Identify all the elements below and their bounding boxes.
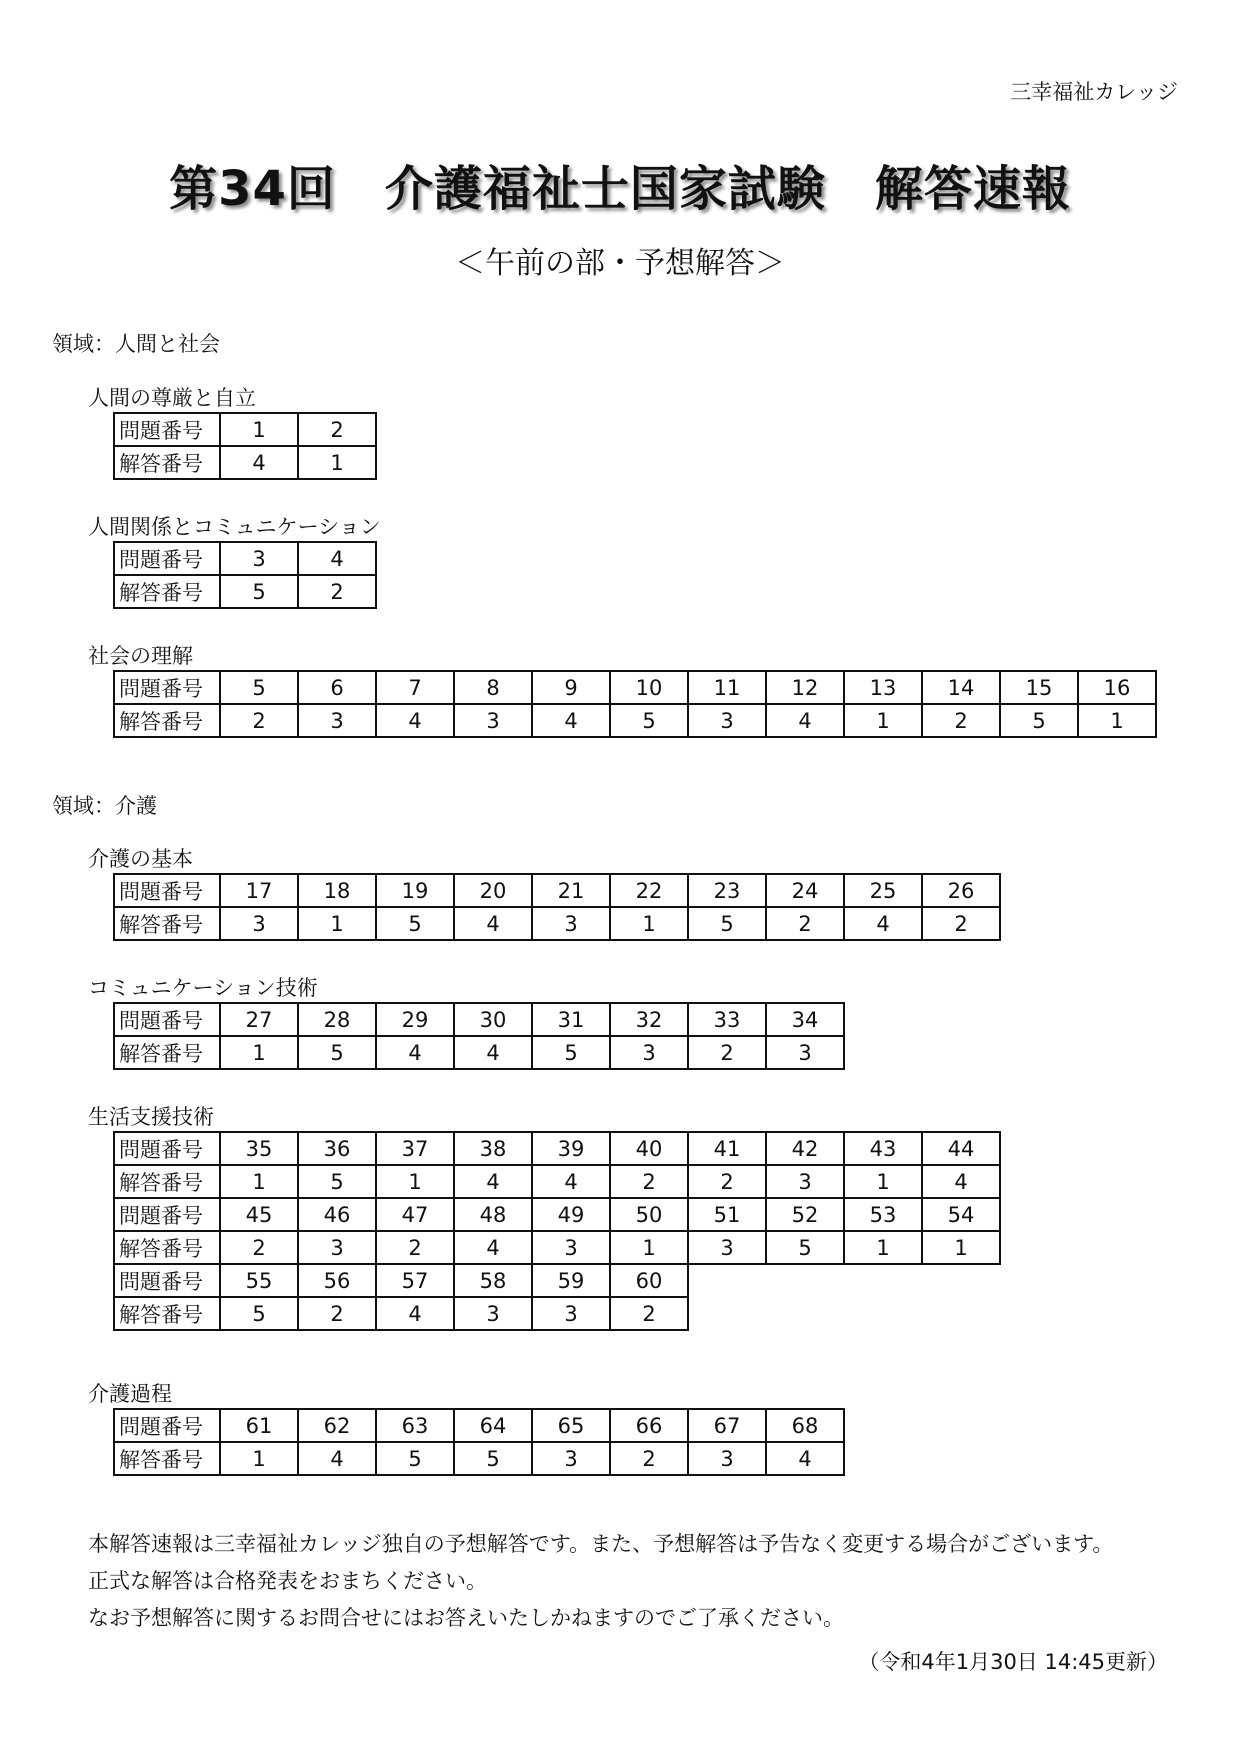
- answer-number-cell: 4: [532, 1165, 610, 1198]
- question-number-cell: 43: [844, 1132, 922, 1165]
- question-number-cell: 18: [298, 874, 376, 907]
- question-number-cell: 4: [298, 542, 376, 575]
- empty-cell: [766, 1264, 844, 1297]
- answer-table: [113, 670, 1157, 738]
- question-number-cell: 47: [376, 1198, 454, 1231]
- question-number-cell: 38: [454, 1132, 532, 1165]
- answer-number-cell: 3: [532, 907, 610, 940]
- question-row: [114, 1264, 1000, 1297]
- section-label: 介護過程: [88, 1382, 172, 1406]
- answer-number-cell: 5: [688, 907, 766, 940]
- question-number-header: 問題番号: [114, 1132, 220, 1165]
- answer-number-header: 解答番号: [114, 1297, 220, 1330]
- answer-number-cell: 1: [844, 1165, 922, 1198]
- question-number-cell: 36: [298, 1132, 376, 1165]
- answer-number-cell: 3: [298, 704, 376, 737]
- answer-number-cell: 1: [922, 1231, 1000, 1264]
- question-number-cell: 5: [220, 671, 298, 704]
- answer-number-cell: 5: [766, 1231, 844, 1264]
- answer-number-cell: 1: [610, 1231, 688, 1264]
- question-number-cell: 17: [220, 874, 298, 907]
- answer-number-cell: 4: [376, 1297, 454, 1330]
- question-number-cell: 33: [688, 1003, 766, 1036]
- answer-number-cell: 3: [766, 1165, 844, 1198]
- empty-cell: [688, 1297, 766, 1330]
- question-number-cell: 29: [376, 1003, 454, 1036]
- question-row: [114, 542, 376, 575]
- answer-number-cell: 3: [610, 1036, 688, 1069]
- question-number-header: 問題番号: [114, 874, 220, 907]
- question-number-cell: 26: [922, 874, 1000, 907]
- answer-number-cell: 5: [220, 1297, 298, 1330]
- question-number-cell: 22: [610, 874, 688, 907]
- answer-number-cell: 5: [376, 1442, 454, 1475]
- question-number-cell: 50: [610, 1198, 688, 1231]
- section-label: 人間関係とコミュニケーション: [88, 515, 381, 539]
- answer-number-cell: 2: [610, 1442, 688, 1475]
- empty-cell: [844, 1297, 922, 1330]
- empty-cell: [922, 1297, 1000, 1330]
- question-number-cell: 14: [922, 671, 1000, 704]
- section-label: コミュニケーション技術: [88, 976, 318, 1000]
- question-number-cell: 16: [1078, 671, 1156, 704]
- question-number-header: 問題番号: [114, 671, 220, 704]
- answer-number-cell: 4: [376, 1036, 454, 1069]
- answer-number-cell: 2: [922, 907, 1000, 940]
- disclaimer-line: なお予想解答に関するお問合せにはお答えいたしかねますのでご了承ください。: [88, 1606, 844, 1630]
- question-number-cell: 21: [532, 874, 610, 907]
- question-number-cell: 1: [220, 413, 298, 446]
- question-number-cell: 2: [298, 413, 376, 446]
- answer-row: [114, 446, 376, 479]
- answer-number-header: 解答番号: [114, 1231, 220, 1264]
- answer-number-cell: 4: [454, 1036, 532, 1069]
- answer-number-cell: 2: [688, 1036, 766, 1069]
- question-number-cell: 32: [610, 1003, 688, 1036]
- answer-number-header: 解答番号: [114, 704, 220, 737]
- question-number-cell: 64: [454, 1409, 532, 1442]
- question-number-cell: 58: [454, 1264, 532, 1297]
- answer-number-header: 解答番号: [114, 907, 220, 940]
- answer-number-cell: 5: [1000, 704, 1078, 737]
- answer-number-cell: 1: [844, 1231, 922, 1264]
- question-number-cell: 27: [220, 1003, 298, 1036]
- empty-cell: [844, 1264, 922, 1297]
- answer-row: [114, 1231, 1000, 1264]
- answer-number-header: 解答番号: [114, 1442, 220, 1475]
- answer-number-cell: 4: [766, 1442, 844, 1475]
- answer-number-cell: 4: [922, 1165, 1000, 1198]
- domain-label: 領域：人間と社会: [52, 332, 220, 356]
- answer-number-header: 解答番号: [114, 1165, 220, 1198]
- question-number-header: 問題番号: [114, 1198, 220, 1231]
- question-number-cell: 41: [688, 1132, 766, 1165]
- answer-number-cell: 5: [454, 1442, 532, 1475]
- question-number-cell: 48: [454, 1198, 532, 1231]
- question-number-cell: 24: [766, 874, 844, 907]
- question-number-cell: 3: [220, 542, 298, 575]
- answer-number-cell: 3: [532, 1297, 610, 1330]
- question-number-cell: 65: [532, 1409, 610, 1442]
- page-subtitle: ＜午前の部・予想解答＞: [455, 246, 785, 281]
- question-number-cell: 62: [298, 1409, 376, 1442]
- answer-number-cell: 1: [1078, 704, 1156, 737]
- question-number-cell: 37: [376, 1132, 454, 1165]
- section-label: 介護の基本: [88, 847, 193, 871]
- question-number-cell: 20: [454, 874, 532, 907]
- answer-number-cell: 4: [766, 704, 844, 737]
- answer-number-cell: 3: [688, 1231, 766, 1264]
- disclaimer-line: 本解答速報は三幸福祉カレッジ独自の予想解答です。また、予想解答は予告なく変更する場合がございます。: [88, 1532, 1114, 1556]
- question-number-cell: 46: [298, 1198, 376, 1231]
- answer-row: [114, 1297, 1000, 1330]
- question-number-cell: 61: [220, 1409, 298, 1442]
- answer-row: [114, 1442, 844, 1475]
- answer-row: [114, 1036, 844, 1069]
- question-row: [114, 1132, 1000, 1165]
- answer-number-cell: 4: [454, 1231, 532, 1264]
- question-number-cell: 23: [688, 874, 766, 907]
- answer-number-cell: 4: [454, 1165, 532, 1198]
- question-number-header: 問題番号: [114, 1264, 220, 1297]
- answer-table: [113, 1002, 845, 1070]
- question-number-cell: 45: [220, 1198, 298, 1231]
- question-row: [114, 1198, 1000, 1231]
- answer-row: [114, 1165, 1000, 1198]
- question-number-cell: 42: [766, 1132, 844, 1165]
- question-number-cell: 9: [532, 671, 610, 704]
- answer-number-cell: 3: [220, 907, 298, 940]
- answer-number-cell: 1: [610, 907, 688, 940]
- question-row: [114, 671, 1156, 704]
- answer-table: [113, 412, 377, 480]
- answer-number-cell: 2: [610, 1297, 688, 1330]
- answer-number-cell: 1: [298, 907, 376, 940]
- answer-number-cell: 4: [454, 907, 532, 940]
- question-number-cell: 51: [688, 1198, 766, 1231]
- answer-table: [113, 541, 377, 609]
- answer-number-header: 解答番号: [114, 1036, 220, 1069]
- question-number-cell: 8: [454, 671, 532, 704]
- answer-number-cell: 2: [220, 1231, 298, 1264]
- question-number-cell: 66: [610, 1409, 688, 1442]
- answer-number-cell: 5: [298, 1165, 376, 1198]
- answer-number-cell: 1: [220, 1036, 298, 1069]
- answer-number-cell: 4: [220, 446, 298, 479]
- question-number-cell: 6: [298, 671, 376, 704]
- answer-number-cell: 4: [298, 1442, 376, 1475]
- answer-number-cell: 5: [298, 1036, 376, 1069]
- question-number-cell: 30: [454, 1003, 532, 1036]
- question-number-cell: 56: [298, 1264, 376, 1297]
- answer-number-cell: 3: [298, 1231, 376, 1264]
- disclaimer-line: 正式な解答は合格発表をおまちください。: [88, 1569, 487, 1593]
- question-number-cell: 54: [922, 1198, 1000, 1231]
- answer-number-cell: 3: [688, 1442, 766, 1475]
- update-timestamp: （令和4年1月30日 14:45更新）: [858, 1650, 1168, 1674]
- question-number-cell: 68: [766, 1409, 844, 1442]
- answer-number-cell: 1: [844, 704, 922, 737]
- question-number-cell: 60: [610, 1264, 688, 1297]
- question-number-cell: 25: [844, 874, 922, 907]
- question-number-cell: 11: [688, 671, 766, 704]
- answer-number-cell: 1: [220, 1165, 298, 1198]
- empty-cell: [688, 1264, 766, 1297]
- question-number-header: 問題番号: [114, 1003, 220, 1036]
- answer-number-cell: 5: [610, 704, 688, 737]
- answer-table: [113, 1131, 1001, 1331]
- section-label: 生活支援技術: [88, 1105, 214, 1129]
- section-label: 人間の尊厳と自立: [88, 386, 256, 410]
- question-number-header: 問題番号: [114, 542, 220, 575]
- answer-number-cell: 3: [532, 1442, 610, 1475]
- question-number-cell: 63: [376, 1409, 454, 1442]
- question-number-cell: 34: [766, 1003, 844, 1036]
- question-number-cell: 67: [688, 1409, 766, 1442]
- empty-cell: [766, 1297, 844, 1330]
- answer-table: [113, 1408, 845, 1476]
- answer-number-cell: 4: [844, 907, 922, 940]
- answer-number-cell: 2: [610, 1165, 688, 1198]
- answer-number-cell: 2: [376, 1231, 454, 1264]
- answer-number-cell: 2: [688, 1165, 766, 1198]
- question-row: [114, 413, 376, 446]
- answer-number-cell: 3: [454, 704, 532, 737]
- answer-number-cell: 5: [532, 1036, 610, 1069]
- question-number-cell: 49: [532, 1198, 610, 1231]
- answer-row: [114, 575, 376, 608]
- answer-number-cell: 1: [376, 1165, 454, 1198]
- question-number-cell: 35: [220, 1132, 298, 1165]
- answer-number-cell: 1: [220, 1442, 298, 1475]
- question-number-cell: 12: [766, 671, 844, 704]
- answer-number-cell: 4: [376, 704, 454, 737]
- question-number-cell: 40: [610, 1132, 688, 1165]
- question-number-cell: 59: [532, 1264, 610, 1297]
- answer-number-cell: 3: [532, 1231, 610, 1264]
- answer-number-cell: 3: [454, 1297, 532, 1330]
- answer-number-cell: 5: [376, 907, 454, 940]
- question-number-cell: 19: [376, 874, 454, 907]
- domain-label: 領域：介護: [52, 794, 157, 818]
- question-number-header: 問題番号: [114, 413, 220, 446]
- question-number-cell: 10: [610, 671, 688, 704]
- question-number-cell: 28: [298, 1003, 376, 1036]
- answer-row: [114, 704, 1156, 737]
- question-row: [114, 1409, 844, 1442]
- question-number-cell: 31: [532, 1003, 610, 1036]
- answer-number-cell: 5: [220, 575, 298, 608]
- answer-number-cell: 1: [298, 446, 376, 479]
- answer-number-cell: 2: [298, 575, 376, 608]
- answer-table: [113, 873, 1001, 941]
- question-number-cell: 57: [376, 1264, 454, 1297]
- answer-number-cell: 3: [688, 704, 766, 737]
- answer-number-cell: 3: [766, 1036, 844, 1069]
- question-number-cell: 52: [766, 1198, 844, 1231]
- question-number-cell: 7: [376, 671, 454, 704]
- question-number-cell: 53: [844, 1198, 922, 1231]
- empty-cell: [922, 1264, 1000, 1297]
- answer-number-cell: 2: [220, 704, 298, 737]
- answer-number-cell: 2: [766, 907, 844, 940]
- question-row: [114, 1003, 844, 1036]
- answer-number-cell: 2: [922, 704, 1000, 737]
- question-number-cell: 13: [844, 671, 922, 704]
- page-title: 第34回 介護福祉士国家試験 解答速報: [169, 161, 1071, 217]
- section-label: 社会の理解: [88, 644, 193, 668]
- answer-number-cell: 2: [298, 1297, 376, 1330]
- answer-number-header: 解答番号: [114, 446, 220, 479]
- question-number-cell: 39: [532, 1132, 610, 1165]
- question-number-cell: 44: [922, 1132, 1000, 1165]
- organization-name: 三幸福祉カレッジ: [1010, 80, 1178, 104]
- answer-number-cell: 4: [532, 704, 610, 737]
- question-number-header: 問題番号: [114, 1409, 220, 1442]
- answer-number-header: 解答番号: [114, 575, 220, 608]
- question-number-cell: 55: [220, 1264, 298, 1297]
- question-row: [114, 874, 1000, 907]
- answer-row: [114, 907, 1000, 940]
- question-number-cell: 15: [1000, 671, 1078, 704]
